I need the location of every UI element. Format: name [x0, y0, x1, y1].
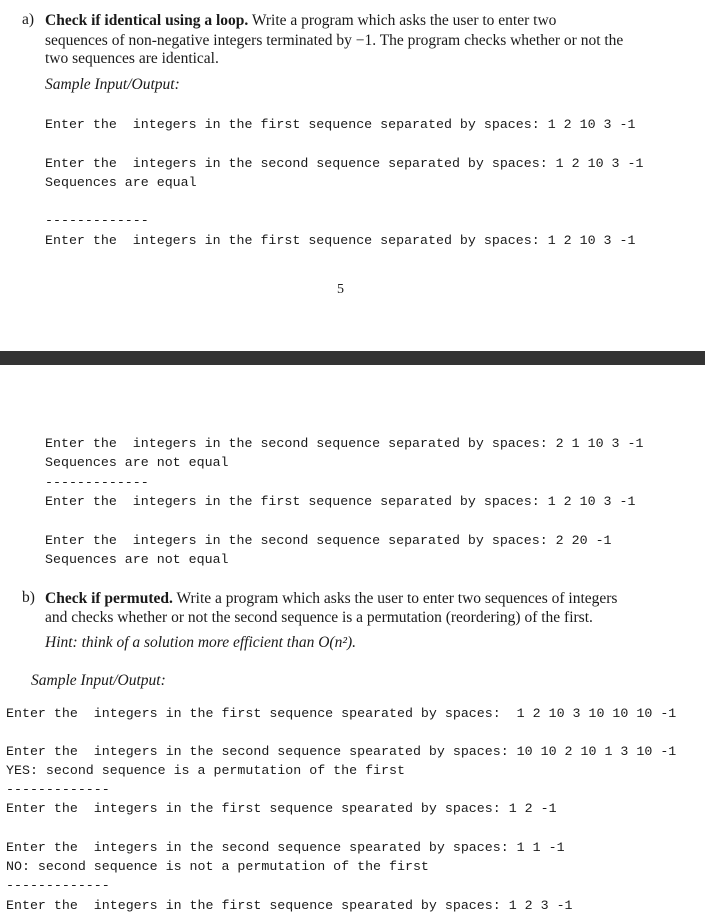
sample-line: Enter the integers in the second sequence spearated by spaces: 1 1 -1 [6, 840, 565, 855]
sample-line: Enter the integers in the first sequence separated by spaces: 1 2 10 3 -1 [45, 117, 636, 132]
page-break-divider [0, 351, 705, 365]
part-b-body-line2: and checks whether or not the second sequence is a permutation (reordering) of the first. [45, 609, 593, 626]
part-a-body-line1: Write a program which asks the user to enter two [248, 12, 557, 29]
sample-line: Enter the integers in the first sequence spearated by spaces: 1 2 -1 [6, 801, 557, 816]
sample-line: Sequences are not equal [45, 455, 229, 470]
sample-line: NO: second sequence is not a permutation of the first [6, 859, 429, 874]
part-b-first-line [45, 589, 617, 608]
part-b-sample-label: Sample Input/Output: [31, 672, 166, 689]
part-a-sample-label: Sample Input/Output: [45, 76, 180, 93]
sample-line: Enter the integers in the first sequence separated by spaces: 1 2 10 3 -1 [45, 494, 636, 509]
part-a-first-line [45, 11, 556, 30]
part-b-heading: Check if permuted. [45, 590, 173, 607]
sample-line: YES: second sequence is a permutation of the first [6, 763, 405, 778]
document-page-top [0, 0, 705, 351]
sample-line: Enter the integers in the second sequence separated by spaces: 2 20 -1 [45, 533, 612, 548]
sample-line: Sequences are not equal [45, 552, 229, 567]
item-marker-b: b) [22, 589, 35, 606]
part-a-body-line3: two sequences are identical. [45, 50, 219, 67]
sample-line: Enter the integers in the first sequence separated by spaces: 1 2 10 3 -1 [45, 233, 636, 248]
sample-line: Enter the integers in the second sequence separated by spaces: 2 1 10 3 -1 [45, 436, 644, 451]
document-page-bottom [0, 365, 705, 917]
part-a-body-line2: sequences of non-negative integers terminated by −1. The program checks whether or not the [45, 32, 624, 49]
part-a-heading: Check if identical using a loop. [45, 12, 249, 29]
part-b-body-line1: Write a program which asks the user to enter two sequences of integers [172, 590, 618, 607]
sample-line: Enter the integers in the first sequence spearated by spaces: 1 2 10 3 10 10 10 -1 [6, 706, 677, 721]
item-marker-a: a) [22, 11, 35, 28]
sample-line: Enter the integers in the first sequence spearated by spaces: 1 2 3 -1 [6, 898, 573, 913]
separator-line: ------------- [6, 878, 110, 893]
sample-line: Sequences are equal [45, 175, 197, 190]
separator-line: ------------- [45, 475, 149, 490]
separator-line: ------------- [6, 782, 110, 797]
page-number: 5 [337, 282, 344, 297]
sample-line: Enter the integers in the second sequence spearated by spaces: 10 10 2 10 1 3 10 -1 [6, 744, 677, 759]
sample-line: Enter the integers in the second sequence separated by spaces: 1 2 10 3 -1 [45, 156, 644, 171]
part-b-hint: Hint: think of a solution more efficient than O(n²). [45, 634, 357, 651]
separator-line: ------------- [45, 213, 149, 228]
